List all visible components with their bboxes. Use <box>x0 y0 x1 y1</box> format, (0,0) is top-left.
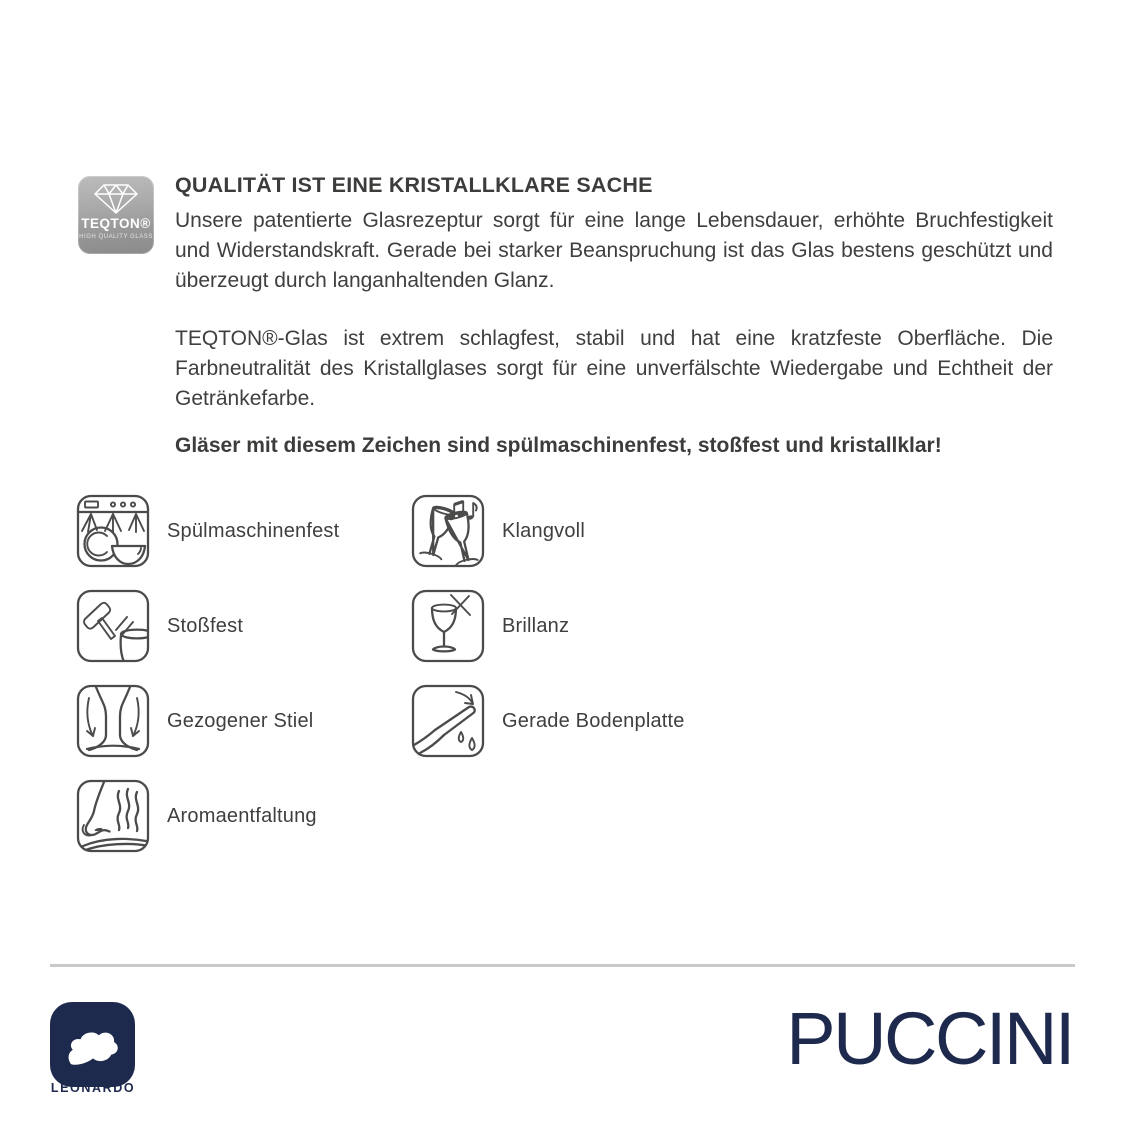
feature-label: Brillanz <box>502 614 570 637</box>
water-drop-icon <box>459 732 475 750</box>
paragraph-1: Unsere patentierte Glasrezeptur sorgt für eine lange Lebensdauer, erhöhte Bruchfestigkeit und Widerstandskraft. Gerade bei starker Beanspruchung ist das Glas bestens geschützt und überzeugt durch langanhaltenden Glanz. <box>175 209 1053 292</box>
down-right-arrow-icon <box>456 692 473 704</box>
teqton-quality-badge <box>78 176 154 254</box>
feature-impact-resistant <box>75 588 410 664</box>
section-heading: QUALITÄT IST EINE KRISTALLKLARE SACHE <box>175 173 653 197</box>
feature-flat-base <box>410 683 840 759</box>
feature-grid <box>75 493 840 873</box>
paragraph-2: TEQTON®-Glas ist extrem schlagfest, stabil und hat eine kratzfeste Oberfläche. Die Farbneutralität des Kristallglases sorgt für eine unverfälschte Wiedergabe und Echtheit der Getränkefarbe. <box>175 327 1053 410</box>
diamond-icon <box>93 183 139 215</box>
feature-label: Gezogener Stiel <box>167 709 314 732</box>
leonardo-logo <box>50 1002 135 1087</box>
feature-label: Aromaentfaltung <box>167 804 317 827</box>
feature-aroma-development <box>75 778 410 854</box>
brand-name: LEONARDO <box>50 1081 136 1095</box>
description-block <box>175 170 1053 461</box>
nose-aroma-icon <box>75 778 151 854</box>
dishwasher-icon <box>75 493 151 569</box>
down-arrow-icon <box>87 698 95 736</box>
sparkle-icon <box>451 595 470 615</box>
aroma-waves-icon <box>118 789 139 831</box>
feature-dishwasher-safe <box>75 493 410 569</box>
product-name: PUCCINI <box>786 997 1073 1080</box>
badge-subtitle: HIGH QUALITY GLASS <box>79 234 153 240</box>
feature-label: Klangvoll <box>502 519 585 542</box>
feature-brilliance <box>410 588 840 664</box>
feature-label: Spülmaschinenfest <box>167 519 340 542</box>
feature-sonorous <box>410 493 840 569</box>
clinking-glasses-icon <box>410 493 486 569</box>
sparkling-glass-icon <box>410 588 486 664</box>
down-arrow-icon <box>131 698 139 736</box>
flat-base-icon <box>410 683 486 759</box>
badge-title: TEQTON® <box>81 216 151 231</box>
feature-pulled-stem <box>75 683 410 759</box>
pulled-stem-icon <box>75 683 151 759</box>
highlight-sentence: Gläser mit diesem Zeichen sind spülmaschinenfest, stoßfest und kristallklar! <box>175 434 942 457</box>
feature-label: Gerade Bodenplatte <box>502 709 685 732</box>
feature-label: Stoßfest <box>167 614 244 637</box>
cloud-icon <box>64 1022 122 1068</box>
footer-divider <box>50 964 1075 967</box>
hammer-glass-icon <box>75 588 151 664</box>
